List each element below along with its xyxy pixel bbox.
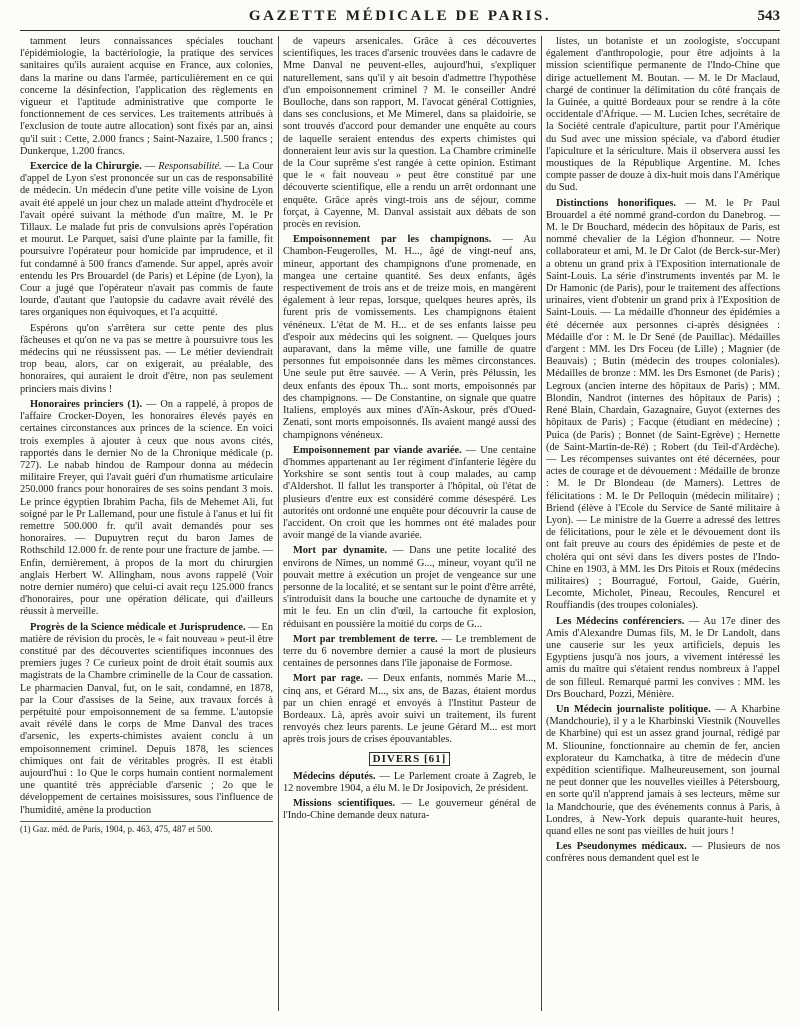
article: Empoisonnement par viande avariée. — Une centaine d'hommes appartenant au 1er régiment d'infanterie légère du Yorkshire se sont sentis tout à coup malades, au camp d'Aldershot. Il fallut les transporter à l'hôpital, où l'état de plusieurs d'entre eux est considéré comme désespéré. Les autorités ont ordonné une enquête pour découvrir la cause de l'accident. On croit que les hommes ont été malades pour avoir mangé de la viande avariée. bbox=[283, 444, 536, 542]
article-heading: Les Pseudonymes médicaux. bbox=[556, 841, 687, 853]
article-text: Plusieurs de nos confrères nous demandent quel est le bbox=[546, 841, 781, 865]
column-middle bbox=[283, 36, 536, 826]
article: Empoisonnement par les champignons. — Au Chambon-Feugerolles, M. H..., âgé de vingt-neuf ans, mineur, apportant des champignons d'une promenade, en mangea une certaine quantité. Ses deux enfants, âgés respectivement de trois ans et de treize mois, en mangèrent également à leur repas, lorsque, quelques heures après, ils furent pris de vomissements. Les champignons étaient vénéneux. L'état de M. H... et de ses enfants laisse peu d'espoir aux médecins qui les soignent. — Quelques jours auparavant, dans la même ville, une famille de quatre personnes fut empoisonnée dans les mêmes circonstances. Une seule put être sauvée. — A Verin, près Pélussin, les deux enfants des époux Th... sont morts, empoisonnés par des champignons. — De Constantine, on signale que quatre Italiens, employés aux mines d'Aïn-Askour, près d'Oued-Zenati, sont morts empoisonnés. Ils avaient mangé aussi des champignons vénéneux. bbox=[283, 234, 536, 441]
article: Médecins députés. — Le Parlement croate à Zagreb, le 12 novembre 1904, a élu M. le Dr Josipovich, 2e président. bbox=[283, 770, 536, 794]
article-text: Au 17e diner des Amis d'Alexandre Dumas fils, M. le Dr Landolt, dans une causerie sur les yeux artificiels, depuis les Egyptiens jusqu'à nos jours, a vivement intéressé les amis du maître qui s'étaient rendus nombreux à l'appel de son filleul. Remarqué parmi les convives : MM. les Drs Bouchard, Pozzi, Ménière. bbox=[546, 615, 780, 700]
page-number: 543 bbox=[757, 8, 780, 24]
article-heading: Exercice de la Chirurgie. bbox=[30, 161, 142, 173]
article-text: A Kharbine (Mandchourie), il y a le Kharbinski Viestnik (Nouvelles de Kharbine) qui est un assez grand journal, rédigé par M. Sliounine, fonctionnaire au chemin de fer, ancien explorateur du Kamchatka, à titre de médecin d'une expédition scientifique. Malheureusement, son journal ne peut donner que les nouvelles vieilles à Pétersbourg, en sorte qu'il n'apprend jamais à ses lecteurs, même sur la Mandchourie, que des événements connus à Paris, à Londres, à New-York depuis quarante-huit heures, quand elles ne sont pas vieilles de huit jours ! bbox=[546, 703, 780, 837]
page-title: GAZETTE MÉDICALE DE PARIS. bbox=[248, 8, 552, 24]
article-text: En matière de révision du procès, le « fait nouveau » peut-il être constitué par des découvertes scientifiques inconnues des premiers juges ? Ce curieux point de droit était soumis aux magistrats de la Chambre criminelle de la Cour de cassation. Le pharmacien Danval, fut, on le sait, condamné, en 1878, par la Cour d'assises de la Seine, aux travaux forcés à perpétuité pour empoisonnement de sa femme. L'autopsie avait révélé dans le corps de Mme Danval des traces d'arsenic, les experts-chimistes avaient conclu à un empoisonnement criminel. Depuis 1878, les sciences chimiques ont fait de véritables progrès. Il est établi aujourd'hui : 1o Que le corps humain contient normalement une quantité très appréciable d'arsenic ; 2o que le développement de certaines moisissures, sous l'influence de l'humidité, amène la production bbox=[20, 621, 274, 816]
article-heading: Honoraires princiers (1). bbox=[30, 398, 143, 410]
article: Mort par dynamite. — Dans une petite localité des environs de Nîmes, un nommé G..., mineur, voyant qu'il ne pouvait mettre à exécution un projet de vengeance sur une personne de la localité, et se sentant sur le point d'être arrêté, s'introduisit dans la bouche une cartouche de dynamite et y mit le feu. En un clin d'œil, la cartouche fit explosion, réduisant en poussière la moitié du corps de G... bbox=[283, 545, 536, 630]
article-text: Le gouverneur général de l'Indo-Chine demande deux natura- bbox=[283, 798, 537, 822]
section-banner bbox=[283, 753, 536, 765]
article: Un Médecin journaliste politique. — A Kharbine (Mandchourie), il y a le Kharbinski Viestnik (Nouvelles de Kharbine) qui est un assez grand journal, rédigé par M. Sliounine, fonctionnaire au chemin de fer, ancien explorateur du Kamchatka, à titre de médecin d'une expédition scientifique. Malheureusement, son journal ne peut donner que les nouvelles vieilles à Pétersbourg, en sorte qu'il n'apprend jamais à ses lecteurs, même sur la Mandchourie, que des événements connus à Paris, à Londres, à New-York depuis quarante-huit heures, quand elles ne sont pas vieilles de huit jours ! bbox=[546, 703, 780, 837]
article: Exercice de la Chirurgie. — Responsabilité. — La Cour d'appel de Lyon s'est prononcée sur un cas de responsabilité de médecin. Un médecin d'une petite ville voisine de Lyon avait été appelé un jour chez un malade atteint d'hydrocèle et l'avait opéré suivant la méthode d'un maître, M. le Pr Tillaux. Le malade fut pris de convulsions après l'opération et mourut. Le Parquet, saisi d'une plainte par la famille, fit poursuivre l'opérateur pour homicide par imprudence, et il fut condamné à 500 francs d'amende. Sur appel, après avoir entendu les Prs Brouardel (de Paris) et Lépine (de Lyon), la Cour a jugé que l'opérateur n'avait pas commis de faute lourde, d'autant que l'autopsie du cadavre avait révélé des tares organiques non équivoques, et l'a acquitté. bbox=[20, 161, 274, 319]
paragraph: tamment leurs connaissances spéciales touchant l'épidémiologie, la bactériologie, la pratique des services sanitaires qu'ils auraient acquise en France, aux colonies, dans la marine ou dans l'armée, particulièrement en ce qui concerne la désinfection, l'application des règlements en vigueur et l'aptitude administrative que comporte le fonctionnement de ces services. Les traitements attribués à l'exclusion de toute autre allocation) sont fixés par an, ainsi qu'il suit : Cette, 2.000 francs ; Saint-Nazaire, 1.500 francs ; Dunkerque, 1.200 francs. bbox=[20, 36, 273, 157]
article: Honoraires princiers (1). — On a rappelé, à propos de l'affaire Crocker-Doyen, les honoraires élevés payés en certaines circonstances aux princes de la science. En voici trois exemples à ajouter à ceux que nous avons cités, rapportés dans le dernier No de la Chronique médicale (p. 727). Le nabab hindou de Rampour donna au médecin militaire Freyer, qui l'avait guéri d'un rhumatisme articulaire 250.000 francs pour honoraires de ses soins pendant 3 mois. Le prince égyptien Ibrahim Pacha, fils de Mehemet Ali, fut soigné par le Pr Lallemand, pour une fistule à l'anus et lui fit remettre 500.000 fr. qu'il avait demandés pour ses honoraires. — Dupuytren reçut du baron James de Rothschild 12.000 fr. de rente pour une fracture de jambe. — Enfin, dernièrement, à propos de la mort du chirurgien anglais Herbert W. Allingham, nous avons rappelé (Voir notre dernier numéro) que celui-ci avait reçu 125.000 francs d'honoraires, pour une opération délicate, qui d'ailleurs réussit à merveille. bbox=[20, 398, 273, 618]
article-heading: Médecins députés. bbox=[293, 770, 376, 782]
article: Mort par tremblement de terre. — Le tremblement de terre du 6 novembre dernier a causé la mort de plusieurs centaines de personnes dans l'île japonaise de Formose. bbox=[283, 633, 537, 670]
article: Les Pseudonymes médicaux. — Plusieurs de nos confrères nous demandent quel est le bbox=[546, 841, 781, 865]
article-heading: Empoisonnement par les champignons. bbox=[293, 234, 492, 246]
article-text: Dans une petite localité des environs de Nîmes, un nommé G..., mineur, voyant qu'il ne pouvait mettre à exécution un projet de vengeance sur une personne de la localité, et se sentant sur le point d'être arrêté, s'introduisit dans la bouche une cartouche de dynamite et y mit le feu. En un clin d'œil, la cartouche fit explosion, réduisant en poussière la moitié du corps de G... bbox=[283, 545, 536, 630]
paragraph: listes, un botaniste et un zoologiste, s'occupant également d'anthropologie, pour être adjoints à la mission scientifique permanente de l'Indo-Chine que dirige actuellement M. Boutan. — M. le Dr Maclaud, chargé de continuer la délimitation du côté français de la Guinée, a quitté Bordeaux pour se rendre à la côte occidentale d'Afrique. — M. Lucien Iches, secrétaire de la Société centrale d'apiculture, partit pour l'Amérique du Sud avec une mission spéciale, va d'abord étudier l'apiculture et la sériculture. Mais il observera aussi les moustiques de la République Argentine. M. Iches compte passer de douze à dix-huit mois dans l'Amérique du Sud. bbox=[546, 36, 780, 194]
article-heading: Progrès de la Science médicale et Jurisprudence. bbox=[30, 621, 246, 633]
article-text: La Cour d'appel de Lyon s'est prononcée sur un cas de responsabilité de médecin. Un médecin d'une petite ville voisine de Lyon avait été appelé un jour chez un malade atteint d'hydrocèle et l'avait opéré suivant la méthode d'un maître, M. le Pr Tillaux. Le malade fut pris de convulsions après l'opération et mourut. Le Parquet, saisi d'une plainte par la famille, fit poursuivre l'opérateur pour homicide par imprudence, et il fut condamné à 500 francs d'amende. Sur appel, après avoir entendu les Prs Brouardel (de Paris) et Lépine (de Lyon), la Cour a jugé que l'opérateur n'avait pas commis de faute lourde, d'autant que l'autopsie du cadavre avait révélé des tares organiques non équivoques, et l'a acquitté. bbox=[20, 161, 274, 319]
article-text: Le Parlement croate à Zagreb, le 12 novembre 1904, a élu M. le Dr Josipovich, 2e président. bbox=[283, 770, 536, 794]
section-banner-label: DIVERS [61] bbox=[369, 752, 451, 766]
article-heading: Empoisonnement par viande avariée. bbox=[293, 444, 462, 456]
column-divider bbox=[541, 36, 542, 1011]
article: Progrès de la Science médicale et Jurisprudence. — En matière de révision du procès, le « fait nouveau » peut-il être constitué par des découvertes scientifiques inconnues des premiers juges ? Ce curieux point de droit était soumis aux magistrats de la Chambre criminelle de la Cour de cassation. Le pharmacien Danval, fut, on le sait, condamné, en 1878, par la Cour d'assises de la Seine, aux travaux forcés à perpétuité pour empoisonnement de sa femme. L'autopsie avait révélé dans le corps de Mme Danval des traces d'arsenic, les experts-chimistes avaient conclu à un empoisonnement criminel. Depuis 1878, les sciences chimiques ont fait de véritables progrès. Il est établi aujourd'hui : 1o Que le corps humain contient normalement une quantité très appréciable d'arsenic ; 2o que le développement de certaines moisissures, sous l'influence de l'humidité, amène la production bbox=[20, 621, 274, 816]
article-heading: Distinctions honorifiques. bbox=[556, 197, 677, 209]
article-heading: Les Médecins conférenciers. bbox=[556, 615, 685, 627]
article-text: Le tremblement de terre du 6 novembre dernier a causé la mort de plusieurs centaines de personnes dans l'île japonaise de Formose. bbox=[283, 633, 537, 670]
footnote: (1) Gaz. méd. de Paris, 1904, p. 463, 475, 487 et 500. bbox=[20, 821, 273, 835]
article-text: Au Chambon-Feugerolles, M. H..., âgé de vingt-neuf ans, mineur, apportant des champignons d'une promenade, en mangea une certaine quantité. Ses deux enfants, âgés respectivement de trois ans et de treize mois, en mangèrent également à leur repas, lorsque, quelques heures après, ils furent pris de vomissements. Les champignons étaient vénéneux. L'état de M. H... et de ses enfants laisse peu d'espoir aux médecins qui les soignent. — Quelques jours auparavant, dans la même ville, une famille de quatre personnes fut empoisonnée dans les mêmes circonstances. Une seule put être sauvée. — A Verin, près Pélussin, les deux enfants des époux Th... sont morts, empoisonnés par des champignons. — De Constantine, on signale que quatre Italiens, employés aux mines d'Aïn-Askour, près d'Oued-Zenati, sont morts empoisonnés. Ils avaient mangé aussi des champignons vénéneux. bbox=[283, 234, 536, 441]
article: Missions scientifiques. — Le gouverneur général de l'Indo-Chine demande deux natura- bbox=[283, 798, 537, 822]
article-text: On a rappelé, à propos de l'affaire Crocker-Doyen, les honoraires élevés payés en certaines circonstances aux princes de la science. En voici trois exemples à ajouter à ceux que nous avons cités, rapportés dans le dernier No de la Chronique médicale (p. 727). Le nabab hindou de Rampour donna au médecin militaire Freyer, qui l'avait guéri d'un rhumatisme articulaire 250.000 francs pour honoraires de ses soins pendant 3 mois. Le prince égyptien Ibrahim Pacha, fils de Mehemet Ali, fut soigné par le Pr Lallemand, pour une fistule à l'anus et lui fit remettre 500.000 fr. qu'il avait demandés pour ses honoraires. — Dupuytren reçut du baron James de Rothschild 12.000 fr. de rente pour une fracture de jambe. — Enfin, dernièrement, à propos de la mort du chirurgien anglais Herbert W. Allingham, nous avons rappelé (Voir notre dernier numéro) que celui-ci avait reçu 125.000 francs d'honoraires, pour une opération délicate, qui d'ailleurs réussit à merveille. bbox=[20, 398, 273, 618]
paragraph: de vapeurs arsenicales. Grâce à ces découvertes scientifiques, les traces d'arsenic trouvées dans le cadavre de Mme Danval ne peuvent-elles, aujourd'hui, s'expliquer naturellement, sans qu'il y ait besoin d'admettre l'hypothèse d'un empoisonnement criminel ? M. le conseiller André Boulloche, dans son rapport, M. l'avocat général Cottignies, dans ses conclusions, et Me Mimerel, dans sa plaidoirie, se sont trouvés d'accord pour demander une enquête au cours de laquelle seraient entendus des experts chimistes qui donneraient leur avis sur la question. La Chambre criminelle de la Cour suprême s'est rangée à cette opinion. Estimant que le « fait nouveau » peut être constitué par une découverte scientifique, elle a rendu un arrêt ordonnant une enquête. Grâce après vingt-trois ans de séjour, comme forçat, à Cayenne, M. Danval assistait aux débats de son procès en revision. bbox=[283, 36, 536, 231]
article-subheading: Responsabilité. bbox=[158, 161, 222, 173]
article: Distinctions honorifiques. — M. le Pr Paul Brouardel a été nommé grand-cordon du Danebrog. — M. le Dr Bouchard, médecin des hôpitaux de Paris, est nommé chevalier de la Légion d'honneur. — Notre collaborateur et ami, M. le Dr Calot (de Berck-sur-Mer) a obtenu un grand prix à l'Exposition internationale de Saint-Louis. La série d'instruments inventés par M. le Dr Hamonic (de Paris), pour le traitement des affections urinaires, vient d'obtenir un grand prix à l'Exposition de Saint-Louis. — La médaille d'honneur des épidémies a été décernée aux personnes ci-après désignées : Médaille d'or : M. le Dr Sené (de Pauillac). Médailles d'argent : MM. les Drs Foceu (de Lille) ; Magnier (de Beauvais) ; Butin (médecin des troupes coloniales). Médailles de bronze : MM. les Drs Esmonet (de Paris) ; Legroux (ancien interne des hôpitaux de Paris) ; MM. Blondin, Nandrot (internes des hôpitaux de Paris) ; René Blain, Chardain, Gazagnaire, Guyot (externes des hôpitaux de Paris) ; Facque (étudiant en médecine) ; Puica (de Paris) ; Bonnet (de Saint-Egrève) ; Hernette (de Saint-Martin-de-Ré) ; Robert (du Teil-d'Ardèche). — Les récompenses suivantes ont été décernées, pour actes de courage et de dévouement : Médaille de bronze : M. le Dr Blondeau (de Mamers). Lettres de félicitations : M. le Dr Pelloquin (médecin militaire) ; Briend (élève à l'Ecole du Service de Santé militaire à Lyon). — Le ministre de la Guerre a adressé des lettres de félicitations, pour le zèle et le dévouement dont ils ont fait preuve au cours des épidémies de peste et de choléra qui ont sévi dans les divers postes de l'Indo-Chine en 1903, à MM. les Drs Pitois et Roux (médecins militaires) ; Bourragué, Fortoul, Gaide, Guérin, Lecomte, Micholet, Pineau, Recoules, Rencurel et Rouffiandis (des troupes coloniales). bbox=[546, 197, 781, 612]
article: Mort par rage. — Deux enfants, nommés Marie M..., cinq ans, et Gérard M..., six ans, de Bazas, étaient mordus par un chien enragé et envoyés à l'Institut Pasteur de Bordeaux. Là, après avoir suivi un traitement, ils furent renvoyés chez leurs parents. Le jeune Gérard M... est mort après trois jours de crises épouvantables. bbox=[283, 673, 537, 746]
article-heading: Un Médecin journaliste politique. bbox=[556, 703, 711, 715]
article-heading: Mort par dynamite. bbox=[293, 545, 388, 557]
article-text: Une centaine d'hommes appartenant au 1er régiment d'infanterie légère du Yorkshire se sont sentis tout à coup malades, au camp d'Aldershot. Il fallut les transporter à l'hôpital, où l'état de plusieurs d'entre eux est considéré comme désespéré. Les autorités ont ordonné une enquête pour découvrir la cause de l'accident. On croit que les hommes ont été malades pour avoir mangé de la viande avariée. bbox=[283, 444, 536, 542]
article-heading: Mort par rage. bbox=[293, 673, 363, 685]
paragraph: Espérons qu'on s'arrêtera sur cette pente des plus fâcheuses et qu'on ne va pas se mettre à poursuivre tous les médecins qui ne réussissent pas. — Le métier deviendrait trop beau, alors, car on exigerait, au préalable, des honoraires, qui auraient le droit d'être, non pas seulement princiers mais divins ! bbox=[20, 322, 273, 395]
article: Les Médecins conférenciers. — Au 17e diner des Amis d'Alexandre Dumas fils, M. le Dr Landolt, dans une causerie sur les yeux artificiels, depuis les Egyptiens jusqu'à nos jours, a vivement intéressé les amis du maître qui s'étaient rendus nombreux à l'appel de son filleul. Remarqué parmi les convives : MM. les Drs Bouchard, Pozzi, Ménière. bbox=[546, 615, 780, 700]
column-divider bbox=[278, 36, 279, 1011]
page-header bbox=[20, 8, 780, 31]
article-text: Deux enfants, nommés Marie M..., cinq ans, et Gérard M..., six ans, de Bazas, étaient mordus par un chien enragé et envoyés à l'Institut Pasteur de Bordeaux. Là, après avoir suivi un traitement, ils furent renvoyés chez leurs parents. Le jeune Gérard M... est mort après trois jours de crises épouvantables. bbox=[283, 673, 537, 746]
column-right bbox=[546, 36, 780, 869]
article-text: M. le Pr Paul Brouardel a été nommé grand-cordon du Danebrog. — M. le Dr Bouchard, médecin des hôpitaux de Paris, est nommé chevalier de la Légion d'honneur. — Notre collaborateur et ami, M. le Dr Calot (de Berck-sur-Mer) a obtenu un grand prix à l'Exposition internationale de Saint-Louis. La série d'instruments inventés par M. le Dr Hamonic (de Paris), pour le traitement des affections urinaires, vient d'obtenir un grand prix à l'Exposition de Saint-Louis. — La médaille d'honneur des épidémies a été décernée aux personnes ci-après désignées : Médaille d'or : M. le Dr Sené (de Pauillac). Médailles d'argent : MM. les Drs Foceu (de Lille) ; Magnier (de Beauvais) ; Butin (médecin des troupes coloniales). Médailles de bronze : MM. les Drs Esmonet (de Paris) ; Legroux (ancien interne des hôpitaux de Paris) ; MM. Blondin, Nandrot (internes des hôpitaux de Paris) ; René Blain, Chardain, Gazagnaire, Guyot (externes des hôpitaux de Paris) ; Facque (étudiant en médecine) ; Puica (de Paris) ; Bonnet (de Saint-Egrève) ; Hernette (de Saint-Martin-de-Ré) ; Robert (du Teil-d'Ardèche). — Les récompenses suivantes ont été décernées, pour actes de courage et de dévouement : Médaille de bronze : M. le Dr Blondeau (de Mamers). Lettres de félicitations : M. le Dr Pelloquin (médecin militaire) ; Briend (élève à l'Ecole du Service de Santé militaire à Lyon). — Le ministre de la Guerre a adressé des lettres de félicitations, pour le zèle et le dévouement dont ils ont fait preuve au cours des épidémies de peste et de choléra qui ont sévi dans les divers postes de l'Indo-Chine en 1903, à MM. les Drs Pitois et Roux (médecins militaires) ; Bourragué, Fortoul, Gaide, Guérin, Lecomte, Micholet, Pineau, Recoules, Rencurel et Rouffiandis (des troupes coloniales). bbox=[546, 197, 781, 612]
article-heading: Mort par tremblement de terre. bbox=[293, 633, 438, 645]
column-left bbox=[20, 36, 273, 838]
article-heading: Missions scientifiques. bbox=[293, 798, 396, 810]
